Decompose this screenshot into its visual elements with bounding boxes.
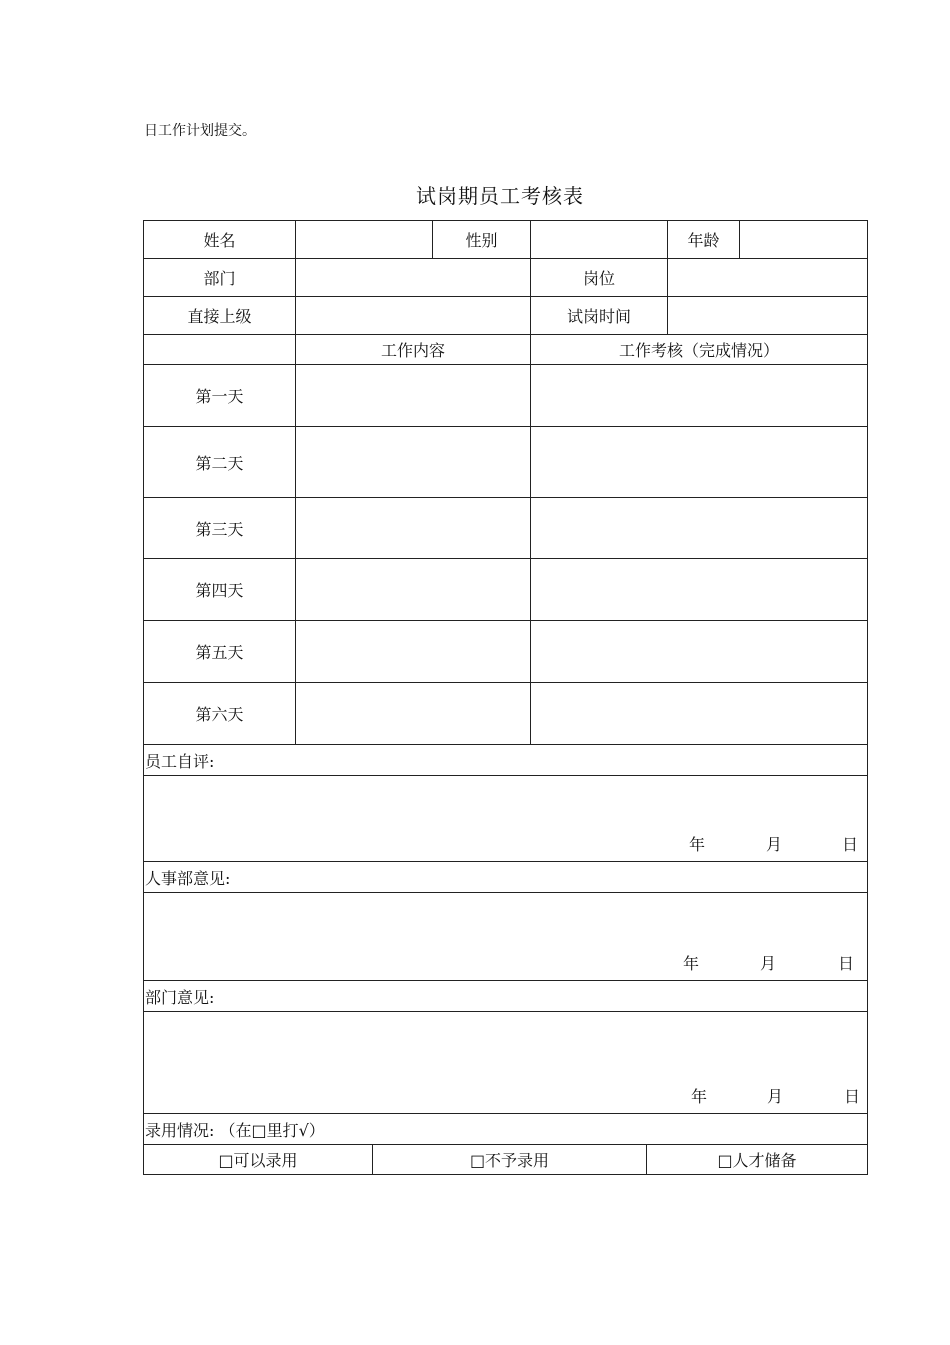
month-label: 月: [766, 835, 783, 854]
self-eval-field[interactable]: [144, 776, 868, 862]
day-row: [144, 683, 868, 745]
day-assessment-field[interactable]: [531, 683, 868, 745]
day-row: [144, 621, 868, 683]
year-label: 年: [691, 1087, 708, 1106]
form-title: 试岗期员工考核表: [416, 184, 584, 208]
column-header-row: [144, 335, 868, 365]
self-eval-header-row: [144, 745, 868, 776]
day-label: 第三天: [144, 498, 296, 559]
day-content-field[interactable]: [296, 365, 531, 427]
day-label: 第四天: [144, 559, 296, 621]
day-row: [144, 365, 868, 427]
hiring-option-reject[interactable]: □不予录用: [373, 1145, 647, 1175]
trial-time-field[interactable]: [668, 297, 868, 335]
day-assessment-field[interactable]: [531, 621, 868, 683]
supervisor-label: 直接上级: [144, 297, 296, 335]
day-row: [144, 427, 868, 498]
dept-opinion-header-row: [144, 981, 868, 1012]
name-label: 姓名: [144, 221, 296, 259]
assessment-form: [143, 220, 867, 1175]
dept-opinion-row: [144, 1012, 868, 1114]
year-label: 年: [689, 835, 706, 854]
info-row-3: [144, 297, 868, 335]
self-eval-label: 员工自评:: [144, 745, 868, 776]
hr-opinion-header-row: [144, 862, 868, 893]
gender-field[interactable]: [531, 221, 668, 259]
column-content: 工作内容: [296, 335, 531, 365]
day-content-field[interactable]: [296, 683, 531, 745]
hiring-options-table: [143, 1144, 868, 1175]
age-label: 年龄: [668, 221, 740, 259]
day-content-field[interactable]: [296, 427, 531, 498]
hiring-option-hire[interactable]: □可以录用: [144, 1145, 373, 1175]
column-assessment: 工作考核（完成情况）: [531, 335, 868, 365]
dept-opinion-label: 部门意见:: [144, 981, 868, 1012]
name-field[interactable]: [296, 221, 433, 259]
self-eval-row: [144, 776, 868, 862]
month-label: 月: [767, 1087, 784, 1106]
hr-opinion-row: [144, 893, 868, 981]
form-table: [143, 220, 868, 1145]
year-label: 年: [683, 954, 700, 973]
day-assessment-field[interactable]: [531, 559, 868, 621]
day-label: 第六天: [144, 683, 296, 745]
header-blank: [144, 335, 296, 365]
day-label: 第二天: [144, 427, 296, 498]
position-field[interactable]: [668, 259, 868, 297]
day-assessment-field[interactable]: [531, 427, 868, 498]
day-assessment-field[interactable]: [531, 365, 868, 427]
day-row: [144, 498, 868, 559]
hiring-option-reserve[interactable]: □人才储备: [647, 1145, 868, 1175]
day-assessment-field[interactable]: [531, 498, 868, 559]
month-label: 月: [760, 954, 777, 973]
dept-opinion-field[interactable]: [144, 1012, 868, 1114]
day-content-field[interactable]: [296, 621, 531, 683]
trial-time-label: 试岗时间: [531, 297, 668, 335]
day-label: 日: [842, 835, 859, 854]
intro-text: 日工作计划提交。: [144, 123, 256, 139]
day-label: 日: [838, 954, 855, 973]
day-content-field[interactable]: [296, 559, 531, 621]
hr-opinion-label: 人事部意见:: [144, 862, 868, 893]
day-label: 第一天: [144, 365, 296, 427]
day-row: [144, 559, 868, 621]
day-content-field[interactable]: [296, 498, 531, 559]
position-label: 岗位: [531, 259, 668, 297]
age-field[interactable]: [740, 221, 868, 259]
gender-label: 性别: [433, 221, 531, 259]
info-row-2: [144, 259, 868, 297]
hiring-header-row: [144, 1114, 868, 1145]
hiring-label: 录用情况: （在□里打√）: [144, 1114, 868, 1145]
day-label: 第五天: [144, 621, 296, 683]
hiring-options-row: [144, 1145, 868, 1175]
dept-label: 部门: [144, 259, 296, 297]
info-row-1: [144, 221, 868, 259]
day-label: 日: [844, 1087, 861, 1106]
dept-field[interactable]: [296, 259, 531, 297]
supervisor-field[interactable]: [296, 297, 531, 335]
hr-opinion-field[interactable]: [144, 893, 868, 981]
